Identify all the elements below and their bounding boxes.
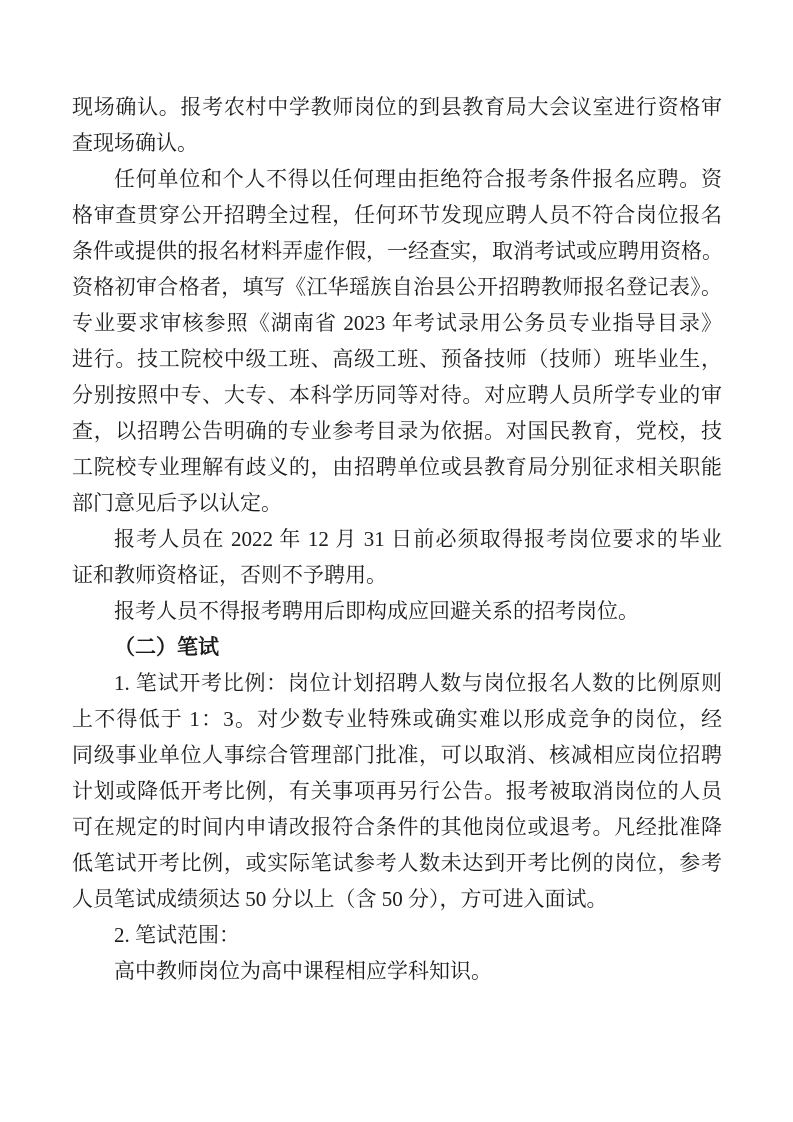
text-line: 进行。技工院校中级工班、高级工班、预备技师（技师）班毕业生， — [72, 347, 722, 371]
text-line: 报考人员在 2022 年 12 月 31 日前必须取得报考岗位要求的毕业 — [114, 527, 722, 551]
document-content — [72, 89, 722, 989]
section-heading: （二）笔试 — [114, 635, 219, 659]
text-line: 查现场确认。 — [72, 131, 198, 155]
text-line: 部门意见后予以认定。 — [72, 491, 282, 515]
text-line: 查，以招聘公告明确的专业参考目录为依据。对国民教育，党校，技 — [72, 419, 722, 443]
text-line: 报考人员不得报考聘用后即构成应回避关系的招考岗位。 — [114, 599, 639, 623]
text-line: 可在规定的时间内申请改报符合条件的其他岗位或退考。凡经批准降 — [72, 815, 722, 839]
text-line: 人员笔试成绩须达 50 分以上（含 50 分），方可进入面试。 — [72, 887, 608, 911]
text-line: 任何单位和个人不得以任何理由拒绝符合报考条件报名应聘。资 — [114, 167, 722, 191]
text-line: 工院校专业理解有歧义的，由招聘单位或县教育局分别征求相关职能 — [72, 455, 722, 479]
text-line: 证和教师资格证，否则不予聘用。 — [72, 563, 387, 587]
text-line: 现场确认。报考农村中学教师岗位的到县教育局大会议室进行资格审 — [72, 95, 722, 119]
text-line: 专业要求审核参照《湖南省 2023 年考试录用公务员专业指导目录》 — [72, 311, 722, 335]
text-line: 计划或降低开考比例，有关事项再另行公告。报考被取消岗位的人员 — [72, 779, 722, 803]
text-line: 2. 笔试范围： — [114, 923, 240, 947]
text-line: 上不得低于 1：3。对少数专业特殊或确实难以形成竞争的岗位，经 — [72, 707, 722, 731]
text-line: 条件或提供的报名材料弄虚作假，一经查实，取消考试或应聘用资格。 — [72, 239, 723, 263]
text-line: 高中教师岗位为高中课程相应学科知识。 — [114, 959, 492, 983]
text-line: 资格初审合格者，填写《江华瑶族自治县公开招聘教师报名登记表》。 — [72, 275, 722, 299]
text-line: 1. 笔试开考比例：岗位计划招聘人数与岗位报名人数的比例原则 — [114, 671, 722, 695]
text-line: 低笔试开考比例，或实际笔试参考人数未达到开考比例的岗位，参考 — [72, 851, 722, 875]
text-line: 同级事业单位人事综合管理部门批准，可以取消、核减相应岗位招聘 — [72, 743, 722, 767]
text-line: 分别按照中专、大专、本科学历同等对待。对应聘人员所学专业的审 — [72, 383, 722, 407]
text-line: 格审查贯穿公开招聘全过程，任何环节发现应聘人员不符合岗位报名 — [72, 203, 722, 227]
